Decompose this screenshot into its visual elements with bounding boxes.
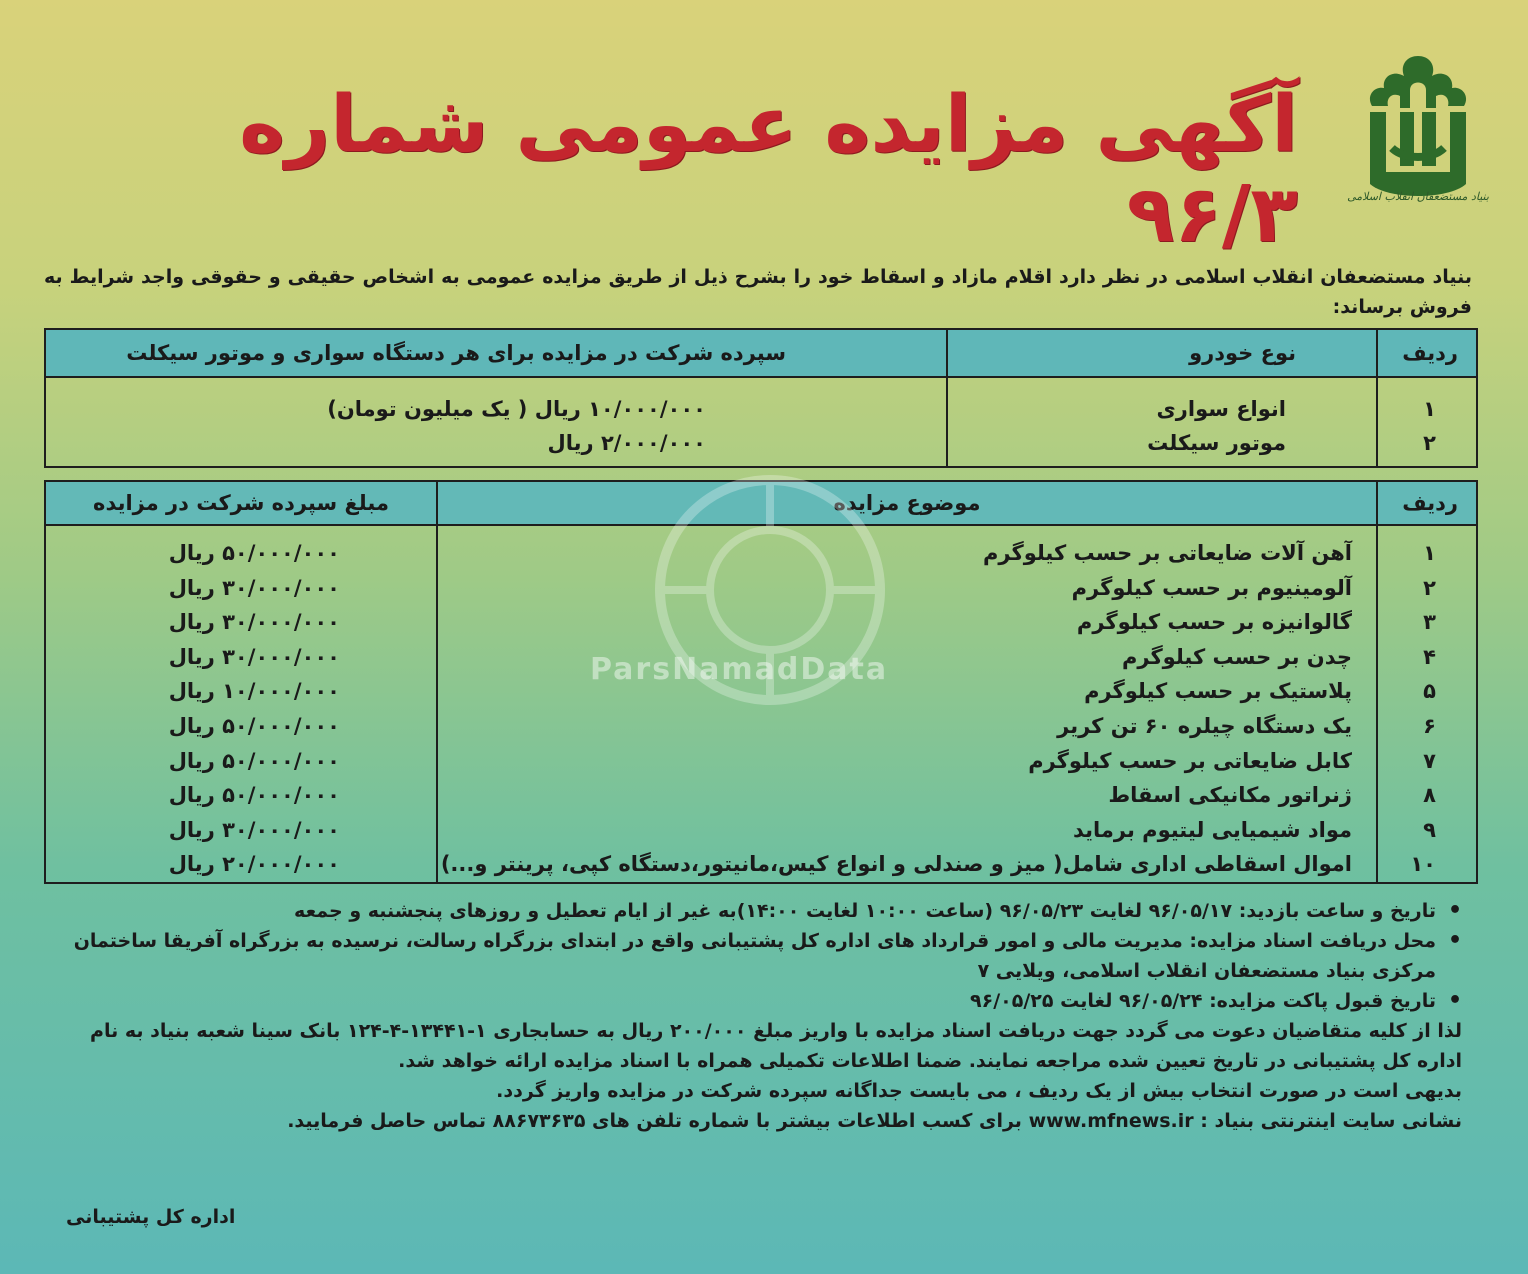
documents-note: • محل دریافت اسناد مزایده: مدیریت مالی و امور قرارداد های اداره کل پشتیبانی واقع در ابتدای بزرگراه رسالت، نرسیده به بزرگراه آفریقا ساختمان مرکزی بنیاد مستضعفان انقلاب اسلامی، ویلایی ۷ bbox=[60, 926, 1462, 986]
item-amount: ۵۰/۰۰۰/۰۰۰ ریال bbox=[168, 783, 340, 808]
row-number: ۳ bbox=[1423, 610, 1436, 635]
row-number: ۸ bbox=[1423, 783, 1436, 808]
foundation-logo-icon bbox=[1348, 50, 1488, 210]
vehicle-table bbox=[44, 328, 1478, 468]
item-subject: کابل ضایعاتی بر حسب کیلوگرم bbox=[1028, 748, 1352, 773]
deposits-cell bbox=[45, 377, 947, 467]
item-amount: ۳۰/۰۰۰/۰۰۰ ریال bbox=[168, 644, 340, 669]
item-subject: اموال اسقاطی اداری شامل( میز و صندلی و انواع کیس،مانیتور،دستگاه کپی، پرینتر و...) bbox=[440, 852, 1352, 877]
row-number: ۴ bbox=[1423, 644, 1436, 669]
item-amount: ۱۰/۰۰۰/۰۰۰ ریال bbox=[168, 679, 340, 704]
logo-caption: بنیاد مستضعفان انقلاب اسلامی bbox=[1347, 190, 1489, 203]
row-number: ۲ bbox=[1423, 431, 1436, 455]
item-subject: گالوانیزه بر حسب کیلوگرم bbox=[1076, 610, 1352, 635]
intro-paragraph: بنیاد مستضعفان انقلاب اسلامی در نظر دارد اقلام مازاد و اسقاط خود را بشرح ذیل از طریق مزایده عمومی به اشخاص حقیقی و حقوقی واجد شرایط به فروش برساند: bbox=[44, 266, 1472, 318]
row-number: ۶ bbox=[1423, 713, 1436, 738]
header-vehicle-type: نوع خودرو bbox=[947, 329, 1377, 377]
row-numbers-cell bbox=[1377, 377, 1477, 467]
item-amount: ۳۰/۰۰۰/۰۰۰ ریال bbox=[168, 610, 340, 635]
header-amount: مبلغ سپرده شرکت در مزایده bbox=[45, 481, 437, 525]
item-amount: ۲۰/۰۰۰/۰۰۰ ریال bbox=[168, 852, 340, 877]
separate-deposit-note: بدیهی است در صورت انتخاب بیش از یک ردیف ، می بایست جداگانه سپرده شرکت در مزایده واریز گردد. bbox=[496, 1080, 1462, 1102]
vehicle-table-header bbox=[45, 329, 1477, 377]
contact-note: نشانی سایت اینترنتی بنیاد : www.mfnews.ir برای کسب اطلاعات بیشتر با شماره تلفن های ۸۸۶۷۳۶۳۵ تماس حاصل فرمایید. bbox=[287, 1110, 1462, 1132]
row-number: ۵ bbox=[1423, 679, 1436, 704]
deposit-amount: ۲/۰۰۰/۰۰۰ ریال bbox=[547, 431, 706, 455]
item-subject: آهن آلات ضایعاتی بر حسب کیلوگرم bbox=[983, 541, 1352, 565]
header bbox=[150, 40, 1498, 260]
item-subject: یک دستگاه چیلره ۶۰ تن کریر bbox=[1057, 713, 1352, 738]
row-number: ۱۰ bbox=[1410, 852, 1436, 877]
signature: اداره کل پشتیبانی bbox=[66, 1206, 236, 1228]
item-amount: ۵۰/۰۰۰/۰۰۰ ریال bbox=[168, 748, 340, 773]
item-amount: ۳۰/۰۰۰/۰۰۰ ریال bbox=[168, 575, 340, 600]
watermark-text: ParsNamadData bbox=[590, 652, 889, 687]
vehicle-type: موتور سیکلت bbox=[1147, 431, 1286, 455]
header-deposit: سپرده شرکت در مزایده برای هر دستگاه سواری و موتور سیکلت bbox=[45, 329, 947, 377]
item-subject: چدن بر حسب کیلوگرم bbox=[1122, 644, 1352, 669]
item-subject: آلومینیوم بر حسب کیلوگرم bbox=[1071, 575, 1352, 600]
row-number: ۱ bbox=[1423, 541, 1436, 565]
item-amount: ۵۰/۰۰۰/۰۰۰ ریال bbox=[168, 541, 340, 565]
header-subject: موضوع مزایده bbox=[437, 481, 1377, 525]
row-number: ۲ bbox=[1423, 575, 1436, 600]
row-numbers-cell bbox=[1377, 525, 1477, 883]
vehicle-types-cell bbox=[947, 377, 1377, 467]
item-subject: مواد شیمیایی لیتیوم برماید bbox=[1073, 817, 1352, 842]
visit-note: • تاریخ و ساعت بازدید: ۹۶/۰۵/۱۷ لغایت ۹۶/۰۵/۲۳ (ساعت ۱۰:۰۰ لغایت ۱۴:۰۰)به غیر از ایام تعطیل و روزهای پنجشنبه و جمعه bbox=[60, 896, 1462, 926]
item-subject: ژنراتور مکانیکی اسقاط bbox=[1108, 783, 1352, 808]
header-row-number: ردیف bbox=[1377, 481, 1477, 525]
row-number: ۷ bbox=[1423, 748, 1436, 773]
row-number: ۹ bbox=[1423, 817, 1436, 842]
notes-section bbox=[60, 896, 1462, 1136]
deposit-amount: ۱۰/۰۰۰/۰۰۰ ریال ( یک میلیون تومان) bbox=[327, 397, 706, 421]
header-row-number: ردیف bbox=[1377, 329, 1477, 377]
item-amount: ۵۰/۰۰۰/۰۰۰ ریال bbox=[168, 713, 340, 738]
item-amount: ۳۰/۰۰۰/۰۰۰ ریال bbox=[168, 817, 340, 842]
packet-note: • تاریخ قبول پاکت مزایده: ۹۶/۰۵/۲۴ لغایت ۹۶/۰۵/۲۵ bbox=[60, 986, 1462, 1016]
notice-title: آگهی مزایده عمومی شماره ۹۶/۳ bbox=[239, 80, 1298, 260]
item-subject: پلاستیک بر حسب کیلوگرم bbox=[1084, 679, 1352, 704]
table-row bbox=[45, 377, 1477, 467]
invite-note: لذا از کلیه متقاضیان دعوت می گردد جهت دریافت اسناد مزایده با واریز مبلغ ۲۰۰/۰۰۰ ریال به حسابجاری ۱-۱۳۴۴۱-۴-۱۲۴ بانک سینا شعبه بنیاد به نام اداره کل پشتیبانی در تاریخ تعیین شده مراجعه نمایند. ضمنا اطلاعات تکمیلی همراه با اسناد مزایده ارائه خواهد شد. bbox=[90, 1020, 1462, 1072]
row-number: ۱ bbox=[1423, 397, 1436, 421]
vehicle-type: انواع سواری bbox=[1156, 397, 1286, 421]
amounts-cell bbox=[45, 525, 437, 883]
